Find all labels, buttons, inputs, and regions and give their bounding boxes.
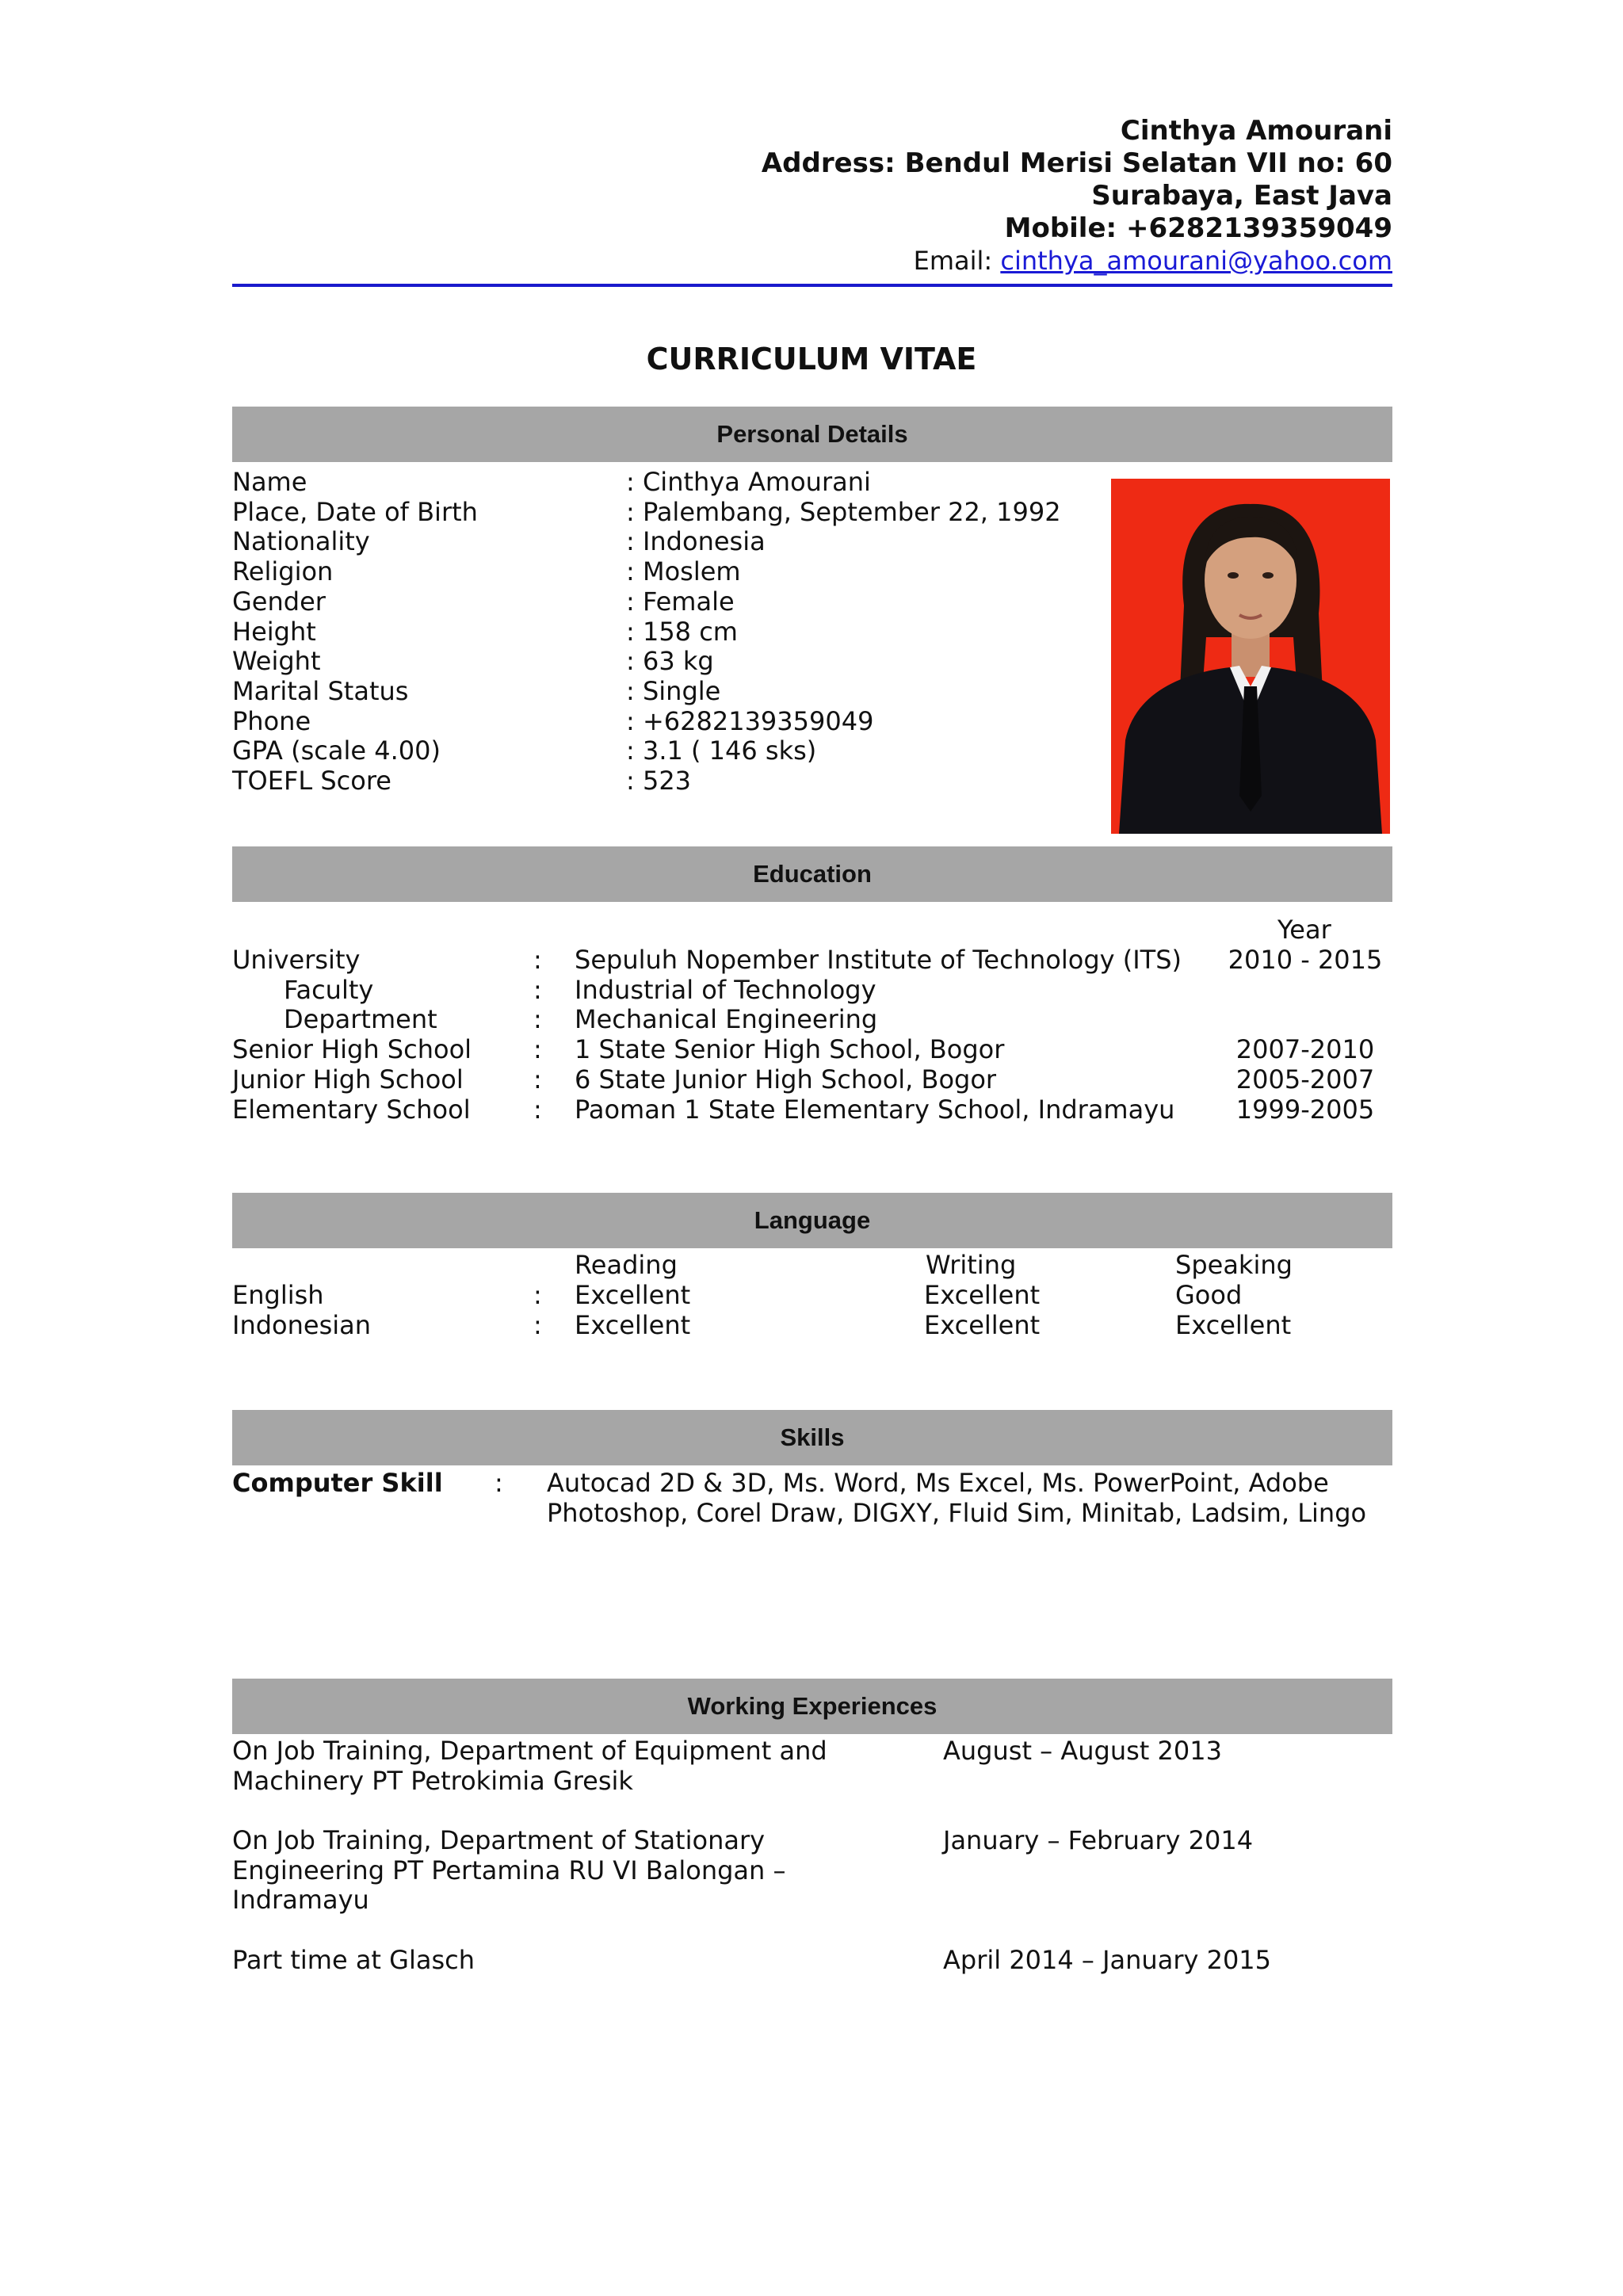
education-label: Elementary School (232, 1094, 471, 1125)
education-year: 1999-2005 (1235, 1094, 1375, 1125)
colon: : (533, 974, 542, 1005)
computer-skill-label: Computer Skill (232, 1468, 443, 1498)
experience-description: Engineering PT Pertamina RU VI Balongan – (232, 1855, 786, 1885)
education-value: 6 State Junior High School, Bogor (575, 1064, 997, 1095)
document-title: CURRICULUM VITAE (646, 342, 977, 376)
experience-date: January – February 2014 (943, 1825, 1254, 1855)
experience-description: On Job Training, Department of Equipment and (232, 1736, 827, 1766)
personal-label: Religion (232, 556, 334, 587)
education-value: Paoman 1 State Elementary School, Indramayu (575, 1094, 1175, 1125)
education-label: Senior High School (232, 1034, 472, 1065)
experience-date: August – August 2013 (943, 1736, 1222, 1766)
colon: : (533, 1034, 542, 1065)
language-col-writing: Writing (926, 1250, 1017, 1280)
education-value: Sepuluh Nopember Institute of Technology (ITS) (575, 945, 1182, 975)
experience-item (232, 1736, 827, 1796)
colon: : (533, 1004, 542, 1035)
experience-description: Indramayu (232, 1885, 369, 1916)
language-reading-levels (575, 1281, 690, 1340)
education-value: Industrial of Technology (575, 974, 876, 1005)
experience-item (232, 1826, 785, 1916)
email-label: Email: (913, 246, 1001, 276)
colon: : (533, 945, 542, 975)
personal-value: : Female (626, 586, 735, 617)
personal-label: Phone (232, 705, 311, 736)
skills-header (232, 1410, 1392, 1465)
education-years (1212, 946, 1398, 1125)
colon: : (533, 1309, 542, 1340)
experience-description: Machinery PT Petrokimia Gresik (232, 1765, 633, 1796)
language-col-speaking: Speaking (1175, 1250, 1293, 1280)
education-label: University (232, 945, 361, 975)
profile-photo (1111, 479, 1390, 834)
personal-value: : Moslem (626, 556, 741, 587)
education-labels (232, 946, 472, 1125)
education-value: Mechanical Engineering (575, 1004, 878, 1035)
personal-value: : 63 kg (626, 646, 714, 677)
personal-label: GPA (scale 4.00) (232, 735, 441, 766)
colon: : (533, 1094, 542, 1125)
personal-value: : Indonesia (626, 526, 766, 557)
experience-header (232, 1679, 1392, 1734)
education-year: 2007-2010 (1235, 1034, 1375, 1065)
address-line-2: Surabaya, East Java (1091, 180, 1392, 212)
personal-value: : Single (626, 675, 721, 706)
language-speaking-levels (1175, 1281, 1291, 1340)
education-year: 2005-2007 (1235, 1064, 1375, 1095)
year-column-header: Year (1277, 915, 1331, 945)
personal-details-header (232, 407, 1392, 462)
experience-description: Part time at Glasch (232, 1945, 475, 1975)
skill-line: Photoshop, Corel Draw, DIGXY, Fluid Sim, Minitab, Ladsim, Lingo (547, 1497, 1367, 1528)
speaking-level: Excellent (1175, 1309, 1292, 1340)
education-label: Junior High School (232, 1064, 464, 1095)
reading-level: Excellent (575, 1280, 691, 1310)
personal-value: : 158 cm (626, 616, 738, 647)
personal-values (626, 468, 1061, 797)
personal-value: : 3.1 ( 146 sks) (626, 735, 817, 766)
personal-label: TOEFL Score (232, 766, 391, 797)
language-names (232, 1281, 371, 1340)
personal-value: : 523 (626, 766, 692, 797)
education-year (1212, 1005, 1398, 1035)
personal-label: Name (232, 467, 307, 497)
education-title: Education (753, 860, 872, 888)
education-header (232, 846, 1392, 902)
applicant-name: Cinthya Amourani (1120, 115, 1392, 147)
experience-description: On Job Training, Department of Stationary (232, 1825, 766, 1855)
skills-title: Skills (780, 1423, 845, 1451)
language-header (232, 1193, 1392, 1248)
colon: : (533, 1064, 542, 1095)
portrait-illustration (1111, 479, 1390, 834)
education-institutions (575, 946, 1182, 1125)
writing-level: Excellent (924, 1309, 1041, 1340)
education-year: 2010 - 2015 (1228, 945, 1383, 975)
writing-level: Excellent (924, 1280, 1041, 1310)
language-col-reading: Reading (575, 1250, 678, 1280)
address-line-1: Address: Bendul Merisi Selatan VII no: 60 (761, 147, 1392, 179)
personal-label: Weight (232, 646, 321, 677)
language-writing-levels (924, 1281, 1040, 1340)
personal-label: Marital Status (232, 675, 409, 706)
personal-details-title: Personal Details (716, 420, 908, 448)
header-divider (232, 284, 1392, 287)
language-name: English (232, 1280, 324, 1310)
language-name: Indonesian (232, 1309, 372, 1340)
personal-value: : Cinthya Amourani (626, 467, 871, 497)
education-label: Faculty (284, 974, 374, 1005)
experience-title: Working Experiences (687, 1692, 938, 1720)
education-year (1212, 976, 1398, 1006)
language-title: Language (754, 1206, 871, 1234)
email-line (762, 245, 1392, 277)
personal-label: Height (232, 616, 316, 647)
personal-labels (232, 468, 478, 797)
email-link[interactable]: cinthya_amourani@yahoo.com (1000, 246, 1392, 276)
personal-label: Gender (232, 586, 326, 617)
computer-skill-list (547, 1469, 1366, 1528)
experience-item (232, 1946, 475, 1976)
language-colons (533, 1281, 542, 1340)
colon: : (533, 1280, 542, 1310)
personal-label: Place, Date of Birth (232, 496, 478, 527)
education-value: 1 State Senior High School, Bogor (575, 1034, 1005, 1065)
education-colons (533, 946, 542, 1125)
skill-line: Autocad 2D & 3D, Ms. Word, Ms Excel, Ms. PowerPoint, Adobe (547, 1468, 1329, 1498)
personal-value: : Palembang, September 22, 1992 (626, 496, 1061, 527)
personal-label: Nationality (232, 526, 370, 557)
education-label: Department (284, 1004, 437, 1035)
personal-value: : +6282139359049 (626, 705, 874, 736)
contact-header (762, 115, 1392, 277)
mobile-number: Mobile: +6282139359049 (1004, 212, 1392, 244)
reading-level: Excellent (575, 1309, 691, 1340)
colon: : (495, 1468, 503, 1498)
speaking-level: Good (1175, 1280, 1243, 1310)
experience-date: April 2014 – January 2015 (943, 1945, 1272, 1975)
